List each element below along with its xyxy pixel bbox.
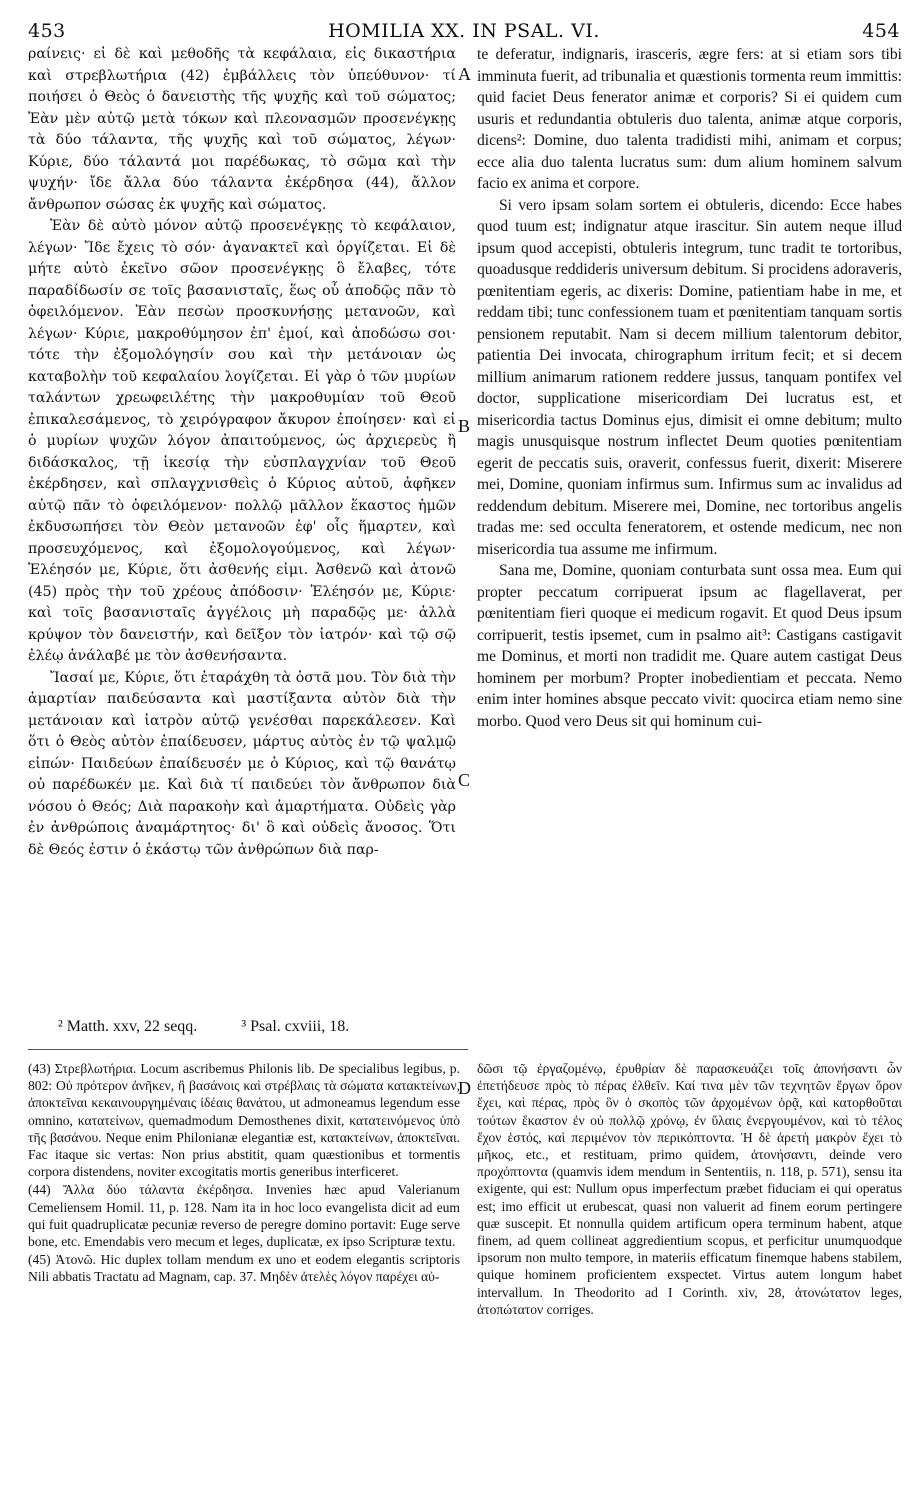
latin-paragraph: Si vero ipsam solam sortem ei obtuleris, dicendo: Ecce habes quod tuum est; indignatur atque irascitur. Sin autem neque illud ipsum quod accepisti, obtuleris integrum, tunc tradit te tortoribus, quoadusque reddideris universum debitum. Si procidens adoraveris, pœnitentiam egeris, ac dixeris: Domine, patientiam habe in me, et reddam tibi; tunc confessionem tuam et pœnitentiam tanquam sortis pensionem reputabit. Nam si decem millium talentorum debitor, patientia Dei invocata, chirographum irritum fecit; et si decem millium animarum rationem reddere jussus, tanquam pontifex vel doctor, supplicatione misericordiam Dei lucratus est, et misericordia tactus Dominus ejus, dimisit ei omne debitum; multo magis unusquisque nostrum inflectet Deum quoties pœnitentiam egerit de peccatis suis, oraverit, confessus fuerit, dixerit: Miserere mei, Domine, quoniam infirmus sum. Infirmus sum ac invalidus ad reddendum debitum. Miserere mei, Domine, nec tortoribus angelis tradas me: sed occulta feneratorem, et ostende medicum, nec non misericordia tua assume me infirmum. xyxy=(477,196,902,558)
editor-note: δῶσι τῷ ἐργαζομένῳ, ἐρυθρίαν δὲ παρασκευάζει τοῖς ἀπονήσαντι ὧν ἐπετήδευσε πρὸς τὸ πέρας ἐλθεῖν. Καί τινα μὲν τῶν τεχνητῶν ἔργων ὅρον ἔχει, καὶ πέρας, πρὸς ὃν ὁ σκοπὸς τῶν ἀρχομένων ὁρᾷ, καὶ κατορθοῦται τούτων ἕκαστον ἐν οὐ πολλῷ χρόνῳ, ἐν ὕλαις ἐνεργουμένον, καὶ τὸ τέλος ἔχον ἑστός, καὶ περιμένον τὸν περικόπτοντα. Ἡ δὲ ἀρετὴ μακρὸν ἔχει τὸ μῆκος, etc., et restituam, primo quidem, ἀτονήσαντι, deinde vero προχόπτοντα (quamvis idem mendum in Sententiis, n. 118, p. 571), sensu ita exigente, qui est: Nullum opus imperfectum præbet fiduciam ei qui operatus est; imo efficit ut erubescat, quasi non valuerit ad finem eorum pertingere quæ suscepit. Et nonnulla quidem artificum opera terminum habent, atque finem, ad quem collineat aggredientium scopus, et perficitur unumquodque ipsorum non multo tempore, in materiis efficatum finemque habens stabilem, quique hominem proficientem exspectet. Virtus autem longum habet intervallum. In Theodorito ad I Corinth. xiv, 28, ἀτονώτατον leges, ἀτοπώτατον corriges. xyxy=(477,1061,902,1317)
margin-letter-c: C xyxy=(458,770,471,790)
footnote-divider xyxy=(28,1049,468,1050)
latin-paragraph: Sana me, Domine, quoniam conturbata sunt ossa mea. Eum qui propter peccatum corripuerat ipsum ac flagellaverat, per pœnitentiam fieri quoque ei medicum rogavit. Et quod Deus ipsum corripuerit, testis ipsemet, cum in psalmo ait³: Castigans castigavit me Dominus, et morti non tradidit me. Quare autem castigat Deus hominem per morbum? Propter inobedientiam et peccata. Nemo enim inter homines absque peccato vivit: quocirca etiam nemo sine morbo. Quod vero Deus sit qui hominum cui- xyxy=(477,562,902,730)
footnote-ref: ² Matth. xxv, 22 seqq. xyxy=(58,1018,198,1035)
greek-paragraph: Ἴασαί με, Κύριε, ὅτι ἐταράχθη τὰ ὀστᾶ μου. Τὸν διὰ τὴν ἁμαρτίαν παιδεύσαντα καὶ μαστίξαντα αὐτὸν διὰ τὴν μετάνοιαν καὶ ἰατρὸν αὐτῷ γενέσθαι παρεκάλεσεν. Καὶ ὅτι ὁ Θεὸς αὐτὸν ἐπαίδευσεν, μάρτυς αὐτὸς ἐν τῷ ψαλμῷ εἰπών· Παιδεύων ἐπαίδευσέν με ὁ Κύριος, καὶ τῷ θανάτῳ οὐ παρέδωκέν με. Καὶ διὰ τί παιδεύει τὸν ἄνθρωπον διὰ νόσου ὁ Θεός; Διὰ παρακοὴν καὶ ἁμαρτήματα. Οὐδεὶς γὰρ ἐν ἀνθρώποις ἀναμάρτητος· δι' ὃ καὶ οὐδεὶς ἄνοσος. Ὅτι δὲ Θεός ἐστιν ὁ ἑκάστῳ τῶν ἀνθρώπων διὰ παρ- xyxy=(28,669,456,858)
editor-notes-left xyxy=(28,1060,460,1287)
greek-paragraph: Ἐὰν δὲ αὐτὸ μόνον αὐτῷ προσενέγκῃς τὸ κεφάλαιον, λέγων· Ἴδε ἔχεις τὸ σόν· ἀγανακτεῖ καὶ ὀργίζεται. Εἰ δὲ μήτε αὐτὸ ἐκεῖνο σῶον προσενέγκῃς ὃ ἔλαβες, τότε παραδίδωσίν σε τοῖς βασανισταῖς, ἕως οὗ ἀποδῷς πᾶν τὸ ὀφειλόμενον. Ἐὰν πεσὼν προσκυνήσῃς μετανοῶν, καὶ λέγων· Κύριε, μακροθύμησον ἐπ' ἐμοί, καὶ ἀποδώσω σοι· τότε τὴν ἐξομολόγησίν σου καὶ τὴν μετάνοιαν ὡς καταβολὴν τοῦ κεφαλαίου λογίζεται. Εἰ γὰρ ὁ τῶν μυρίων ταλάντων χρεωφειλέτης τὴν μακροθυμίαν τοῦ Θεοῦ ἐπικαλεσάμενος, τὸ χειρόγραφον ἄκυρον ἐποίησεν· καὶ εἰ ὁ μυρίων ψυχῶν λόγον ἀπαιτούμενος, ὡς ἀρχιερεὺς ἢ διδάσκαλος, τῇ ἱκεσίᾳ τὴν εὐσπλαγχνίαν τοῦ Θεοῦ ἐκέρδησεν, καὶ σπλαγχνισθεὶς ὁ Κύριος αὐτοῦ, ἀφῆκεν αὐτῷ πᾶν τὸ ὀφειλόμενον· πολλῷ μᾶλλον ἕκαστος ἡμῶν ἐκδυσωπήσει τὸν Θεὸν μετανοῶν ἐφ' οἷς ἥμαρτεν, καὶ προσευχόμενος, καὶ ἐξομολογούμενος, καὶ λέγων· Ἐλέησόν με, Κύριε, ὅτι ἀσθενής εἰμι. Ἀσθενῶ καὶ ἀτονῶ (45) πρὸς τὴν τοῦ χρέους ἀπόδοσιν· Ἐλέησόν με, Κύριε· καὶ τοῖς βασανισταῖς ἀγγέλοις μὴ παραδῷς με· ἀλλὰ κρύψον τὸν δανειστήν, καὶ δεῖξον τὸν ἰατρόν· καὶ τῷ σῷ ἐλέῳ ἀνάλαβέ με τὸν ἀσθενήσαντα. xyxy=(28,218,456,664)
editor-note: (44) Ἄλλα δύο τάλαντα ἐκέρδησα. Invenies hæc apud Valerianum Cemeliensem Homil. 11, p. 128. Nam ita in hoc loco evangelista dicit ad eum qui fuit quadruplicatæ pecuniæ reverso de peregre domino portavit: Euge serve bone, etc. Emendabis vero mecum et leges, duplicatæ, ex ipso Scripturæ textu. xyxy=(28,1182,460,1250)
footnote-references xyxy=(58,1018,389,1036)
left-page-number: 453 xyxy=(28,20,66,42)
footnote-ref: ³ Psal. cxviii, 18. xyxy=(241,1018,350,1035)
right-page-number: 454 xyxy=(862,20,900,42)
margin-letter-b: B xyxy=(458,416,471,436)
running-title: HOMILIA XX. IN PSAL. VI. xyxy=(328,20,600,42)
greek-paragraph: ραίνεις· εἰ δὲ καὶ μεθοδῆς τὰ κεφάλαια, εἰς δικαστήρια καὶ στρεβλωτήρια (42) ἐμβάλλεις τὸν ὑπεύθυνον· τί ποιήσει ὁ Θεὸς ὁ δανειστὴς τῆς ψυχῆς καὶ τοῦ σώματος; Ἐὰν μὲν αὐτῷ μετὰ τόκων καὶ πλεονασμῶν προσενέγκῃς τὰ δύο τάλαντα, τῆς ψυχῆς καὶ τοῦ σώματος, λέγων· Κύριε, δύο τάλαντά μοι παρέδωκας, τὸ σῶμα καὶ τὴν ψυχήν· ἴδε ἄλλα δύο τάλαντα ἐκέρδησα (44), ἄλλον ἄνθρωπον σώσας ἐκ ψυχῆς καὶ σώματος. xyxy=(28,46,456,213)
greek-column xyxy=(28,44,456,861)
editor-note: (43) Στρεβλωτήρια. Locum ascribemus Philonis lib. De specialibus legibus, p. 802: Οὐ πρότερον ἀνῆκεν, ἢ βασάνοις καὶ στρέβλαις τὰ σώματα κατακτείνων, ἀποκτεῖναι κεκαινουργημέναις ἰδέαις θανάτου, ut admoneamus legendum esse omnino, κατατείνων, quemadmodum Demosthenes dixit, κατατεινόμενος ὑπὸ τῆς βασάνου. Neque enim Philonianæ elegantiæ est, κατακτείνων, ἀποκτεῖναι. Fac itaque sic vertas: Non prius abstitit, quam quæstionibus et tormentis corpora distendens, noviter excogitatis mortis generibus interficeret. xyxy=(28,1061,460,1180)
latin-paragraph: te deferatur, indignaris, irasceris, ægre fers: at si etiam sors tibi imminuta fuerit, ad tribunalia et quæstionis tormenta reum immittis: quid faciet Deus fenerator animæ et corporis? Si ei quidem cum usuris et redundantia obtuleris duo talenta, animæ atque corporis, dicens²: Domine, duo talenta tradidisti mihi, animam et corpus; ecce alia duo talenta lucratus sum: dum alium hominem salvum facio ex anima et corpore. xyxy=(477,46,902,192)
margin-letter-d: D xyxy=(458,1078,471,1098)
editor-note: (45) Ἀτονῶ. Hic duplex tollam mendum ex uno et eodem elegantis scriptoris Nili abbatis Tractatu ad Magnam, cap. 37. Μηδὲν ἀτελὲς λόγον παρέχει αὐ- xyxy=(28,1252,460,1285)
latin-column xyxy=(477,44,902,732)
margin-letter-a: A xyxy=(458,64,471,84)
running-header xyxy=(28,8,900,44)
editor-notes-right xyxy=(477,1060,902,1319)
